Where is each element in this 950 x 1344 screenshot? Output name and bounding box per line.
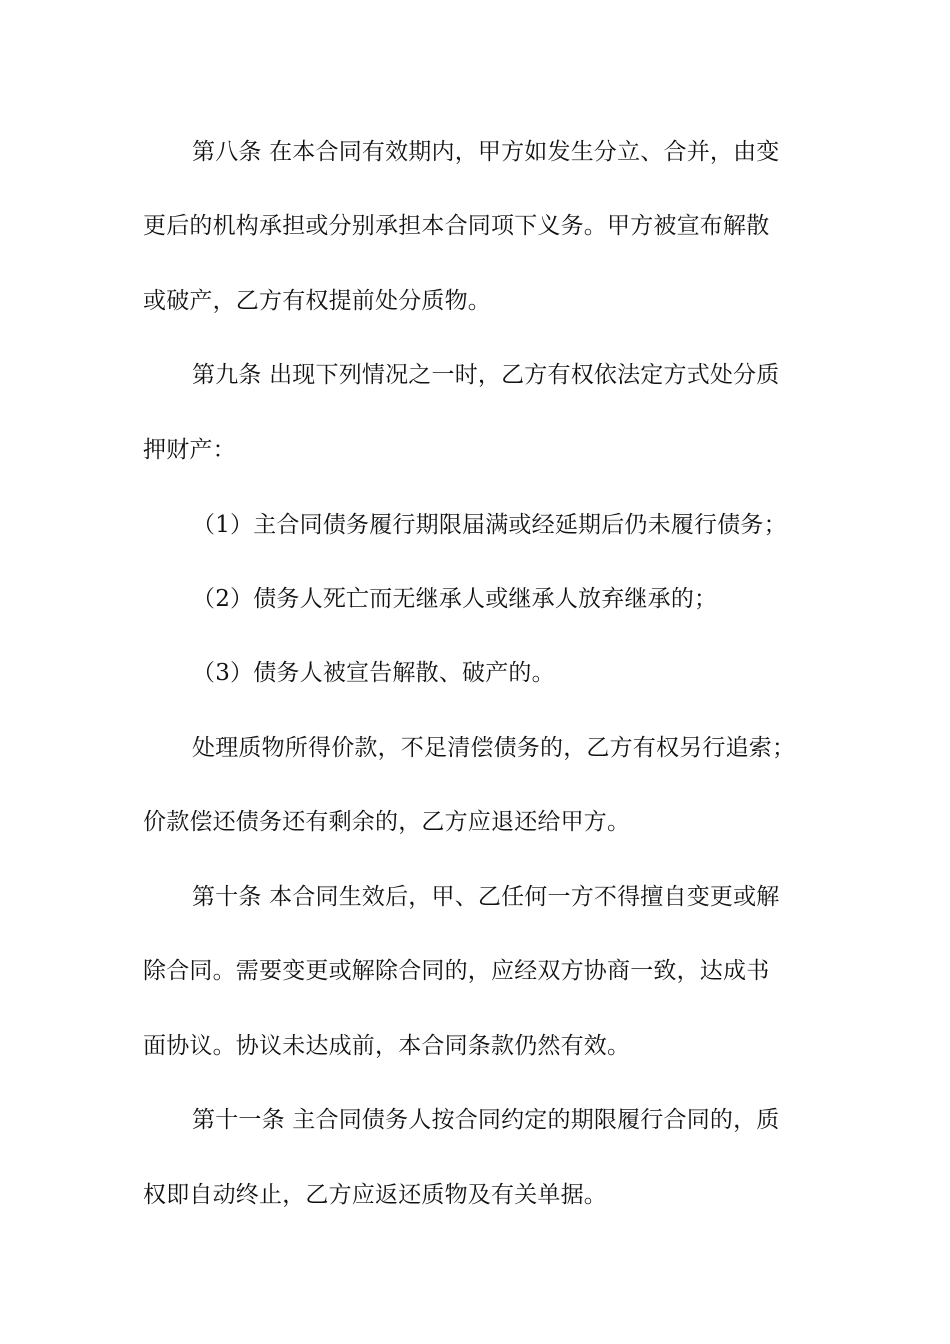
article-11-line-1: 第十一条 主合同债务人按合同约定的期限履行合同的，质 [192,1107,780,1133]
article-9-line-2: 押财产： [143,437,236,463]
article-9-item-3: （3）债务人被宣告解散、破产的。 [192,660,555,686]
article-10-line-2: 除合同。需要变更或解除合同的，应经双方协商一致，达成书 [143,958,770,984]
proceeds-line-2: 价款偿还债务还有剩余的，乙方应退还给甲方。 [143,809,631,835]
article-11-line-2: 权即自动终止，乙方应返还质物及有关单据。 [143,1182,607,1208]
article-8-line-1: 第八条 在本合同有效期内，甲方如发生分立、合并，由变 [192,139,780,165]
article-9-item-2: （2）债务人死亡而无继承人或继承人放弃继承的； [192,586,718,612]
article-8-line-3: 或破产，乙方有权提前处分质物。 [143,288,491,314]
proceeds-line-1: 处理质物所得价款，不足清偿债务的，乙方有权另行追索； [192,735,796,761]
article-8-line-2: 更后的机构承担或分别承担本合同项下义务。甲方被宣布解散 [143,213,770,239]
article-10-line-3: 面协议。协议未达成前，本合同条款仍然有效。 [143,1033,631,1059]
article-9-line-1: 第九条 出现下列情况之一时，乙方有权依法定方式处分质 [192,362,780,388]
article-9-item-1: （1）主合同债务履行期限届满或经延期后仍未履行债务； [192,512,787,538]
article-10-line-1: 第十条 本合同生效后，甲、乙任何一方不得擅自变更或解 [192,884,780,910]
